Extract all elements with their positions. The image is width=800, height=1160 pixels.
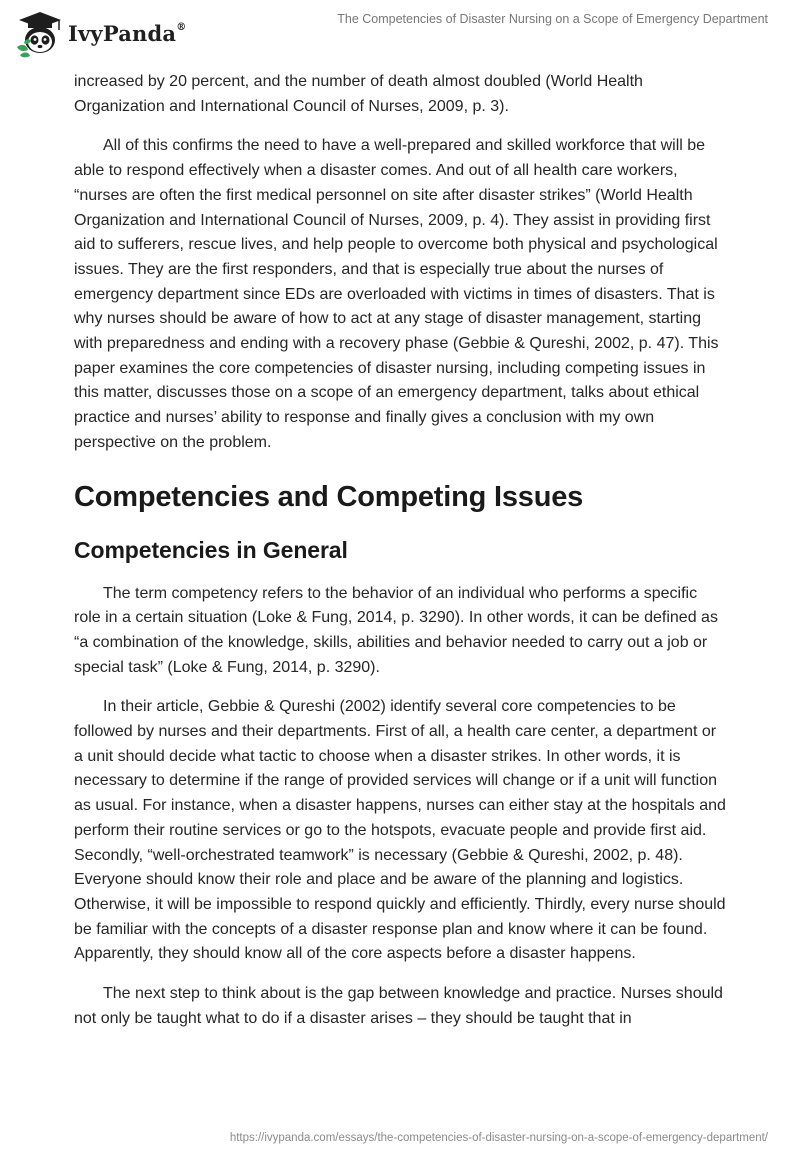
paragraph-workforce: All of this confirms the need to have a well-prepared and skilled workforce that will be able to respond effectively when a disaster comes. And out of all health care workers, “nurses are often the first medical personnel on site after disaster strikes” (World Health Organization and International Council of Nurses, 2009, p. 4). They assist in providing first aid to sufferers, rescue lives, and help people to overcome both physical and psychological issues. They are the first responders, and that is especially true about the nurses of emergency department since EDs are overloaded with victims in times of disasters. That is why nurses should be aware of how to act at any stage of disaster management, starting with preparedness and ending with a recovery phase (Gebbie & Qureshi, 2002, p. 47). This paper examines the core competencies of disaster nursing, including competing issues in this matter, discusses those on a scope of an emergency department, talks about ethical practice and nurses’ ability to response and finally gives a conclusion with my own perspective on the problem. (74, 137, 719, 451)
document-title: The Competencies of Disaster Nursing on a Scope of Emergency Department (337, 12, 768, 26)
panda-graduate-icon (14, 9, 66, 59)
brand-name (68, 21, 186, 46)
paragraph-core-competencies: In their article, Gebbie & Qureshi (2002) identify several core competencies to be followed by nurses and their departments. First of all, a health care center, a department or a unit should decide what tactic to choose when a disaster strikes. In other words, it is necessary to determine if the range of provided services will change or if a unit will function as usual. For instance, when a disaster happens, nurses can either stay at the hospitals and perform their routine services or go to the hotspots, evacuate people and provide first aid. Secondly, “well-orchestrated teamwork” is necessary (Gebbie & Qureshi, 2002, p. 48). Everyone should know their role and place and be aware of the planning and logistics. Otherwise, it will be impossible to respond quickly and efficiently. Thirdly, every nurse should be familiar with the concepts of a disaster response plan and know where it can be found. Apparently, they should know all of the core aspects before a disaster happens. (74, 698, 726, 963)
paragraph-continued: increased by 20 percent, and the number of death almost doubled (World Health Organization and International Council of Nurses, 2009, p. 3). (74, 73, 643, 115)
brand-text: IvyPanda (68, 20, 177, 46)
page-header (0, 0, 800, 70)
registered-mark: ® (176, 21, 187, 33)
ivypanda-logo[interactable] (14, 9, 186, 59)
source-url-link[interactable]: https://ivypanda.com/essays/the-competencies-of-disaster-nursing-on-a-scope-of-emergency-department/ (229, 1132, 768, 1144)
paragraph-definition: The term competency refers to the behavior of an individual who performs a specific role in a certain situation (Loke & Fung, 2014, p. 3290). In other words, it can be defined as “a combination of the knowledge, skills, abilities and behavior needed to carry out a job or special task” (Loke & Fung, 2014, p. 3290). (74, 584, 718, 676)
subsection-heading: Competencies in General (74, 536, 348, 563)
section-heading: Competencies and Competing Issues (74, 480, 584, 513)
essay-content (74, 70, 728, 1032)
paragraph-knowledge-gap: The next step to think about is the gap between knowledge and practice. Nurses should not only be taught what to do if a disaster arises – they should be taught that in (74, 985, 723, 1027)
